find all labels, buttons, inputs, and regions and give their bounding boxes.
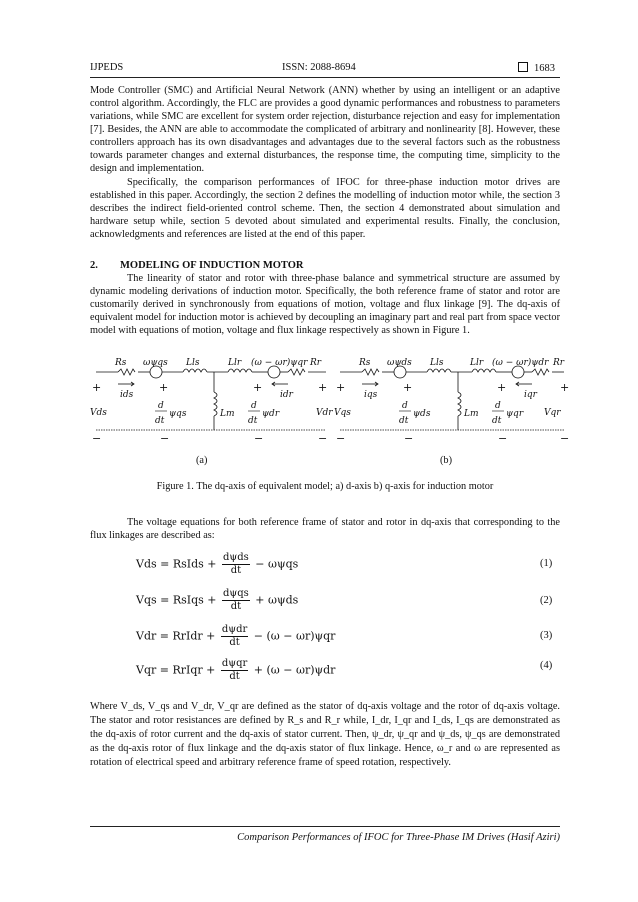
label-ids: ids <box>120 390 134 400</box>
label-dpsi-qr: ψqr <box>506 409 524 419</box>
equation-4-rhs: + (ω − ωr)ψdr <box>253 663 336 677</box>
stator-resistor-q <box>362 369 379 375</box>
equation-3-lhs: Vdr = RrIdr + <box>136 629 216 643</box>
equation-3-rhs: − (ω − ωr)ψqr <box>253 629 336 643</box>
plus-vds: + <box>92 381 102 394</box>
section-paragraph-1: The linearity of stator and rotor with three-phase balance and symmetrical structure are assumed by dynamic modeling derivations of induction motor. Specifically, the both reference frame of stator and rotor are customarily derived in synchronously from equations of motion, voltage and flux linkage [9]. The dq-axis of equivalent model for induction motor is achieved by decoupling an imaginary part and real part from space vector model with equations of motion, voltage and flux linkage respectively as shown in Figure 1. <box>90 273 560 337</box>
checkbox-icon <box>518 62 528 72</box>
minus-ds-mid: − <box>160 432 170 445</box>
equation-2-number: (2) <box>540 595 553 606</box>
equation-3-numerator: dψdr <box>221 624 248 635</box>
plus-qs-mid: + <box>403 381 413 394</box>
equation-2 <box>136 588 298 613</box>
label-rr-q: Rr <box>553 358 565 368</box>
label-iqr: iqr <box>524 390 537 400</box>
label-d-ds-den: dt <box>155 416 165 426</box>
equation-2-lhs: Vqs = RsIqs + <box>136 593 217 607</box>
label-llr-d: Llr <box>228 358 242 368</box>
figure-label-b: (b) <box>440 455 453 466</box>
label-vdr: Vdr <box>316 408 333 418</box>
label-vqs: Vqs <box>334 408 351 418</box>
label-wpsi-ds: ωψds <box>387 358 412 368</box>
equation-1-number: (1) <box>540 558 553 569</box>
section-paragraph-2: The voltage equations for both reference frame of stator and rotor in dq-axis that corresponding to the flux linkages are described as: <box>90 517 560 542</box>
equation-3 <box>136 624 335 649</box>
equation-1-fraction <box>222 552 250 577</box>
intro-paragraph-1: Mode Controller (SMC) and Artificial Neural Network (ANN) whether by using an intelligent or an adaptive control algorithm. Accordingly, the FLC are provides a good dynamic performances and robustness to parameters variations, while SMC are excellent for system order rejection, disturbance rejection and easy for implementation [7]. Besides, the ANN are able to accommodate the complicated of arbitrary and nonlinearity [8]. However, these controllers approach has its own disadvantages and advantages due to the several factors such as the robustness towards parameter changes and external disturbances, the response time, the computing time, simplicity to the design and implementation. <box>90 85 560 175</box>
equation-4-fraction <box>221 658 248 683</box>
label-d-qr-den: dt <box>492 416 502 426</box>
label-d-dr-den: dt <box>248 416 258 426</box>
header-rule <box>90 77 560 78</box>
label-dependent-q: (ω − ωr)ψdr <box>492 358 549 368</box>
equation-4-number: (4) <box>540 660 553 671</box>
figure-label-a: (a) <box>196 455 208 466</box>
page-number-value: 1683 <box>534 63 555 74</box>
plus-vqr: + <box>560 381 570 394</box>
plus-qr-mid: + <box>497 381 507 394</box>
equation-1-rhs: − ωψqs <box>255 557 299 571</box>
label-dpsi-ds: ψds <box>413 409 431 419</box>
label-dpsi-dr: ψdr <box>262 409 280 419</box>
equation-3-denominator: dt <box>229 637 240 648</box>
label-rs-d: Rs <box>115 358 127 368</box>
equation-2-fraction <box>222 588 250 613</box>
section-title <box>90 260 303 271</box>
minus-vqr: − <box>560 432 570 445</box>
label-dependent-d: (ω − ωr)ψqr <box>251 358 308 368</box>
equivalent-circuit-figure <box>88 352 570 456</box>
label-d-ds-num: d <box>158 401 164 411</box>
section-title-text: MODELING OF INDUCTION MOTOR <box>120 260 304 271</box>
label-rs-q: Rs <box>359 358 371 368</box>
label-d-qs-den: dt <box>399 416 409 426</box>
rotor-resistor-d <box>288 369 305 375</box>
stator-leakage-inductor-d <box>183 369 207 372</box>
equation-2-numerator: dψqs <box>223 588 249 599</box>
plus-vqs: + <box>336 381 346 394</box>
magnetizing-inductor-d <box>214 392 217 416</box>
label-d-qs-num: d <box>402 401 408 411</box>
equation-4-lhs: Vqr = RrIqr + <box>136 663 216 677</box>
minus-qs-mid: − <box>404 432 414 445</box>
label-lls-d: Lls <box>186 358 200 368</box>
equation-1-lhs: Vds = RsIds + <box>136 557 217 571</box>
rotor-resistor-q <box>532 369 549 375</box>
plus-vdr: + <box>318 381 328 394</box>
label-dpsi-qs: ψqs <box>169 409 187 419</box>
intro-paragraph-2: Specifically, the comparison performances of IFOC for three-phase induction motor drives are established in this paper. Accordingly, the section 2 defines the modelling of induction motor while, the section 3 describes the indirect field-oriented control scheme. Then, the section 4 demonstrated about simulation and hardware setup while, section 5 devoted about simulated and experimental results. Finally, the conclusion, acknowledgments and references are listed at the end of this paper. <box>90 177 560 241</box>
equation-4 <box>136 658 335 683</box>
magnetizing-inductor-q <box>458 392 461 416</box>
equation-1 <box>136 552 298 577</box>
label-llr-q: Llr <box>470 358 484 368</box>
minus-qr-mid: − <box>498 432 508 445</box>
equation-1-denominator: dt <box>230 565 242 576</box>
equation-1-numerator: dψds <box>223 552 249 563</box>
journal-name: IJPEDS <box>90 62 124 73</box>
equation-4-denominator: dt <box>229 671 240 682</box>
figure-caption: Figure 1. The dq-axis of equivalent model; a) d-axis b) q-axis for induction motor <box>156 481 494 492</box>
stator-resistor-d <box>118 369 135 375</box>
label-idr: idr <box>280 390 293 400</box>
label-rr-d: Rr <box>310 358 322 368</box>
equation-3-number: (3) <box>540 630 553 641</box>
equation-2-rhs: + ωψds <box>255 593 299 607</box>
plus-ds-mid: + <box>159 381 169 394</box>
label-lm-q: Lm <box>464 409 479 419</box>
footer-text: Comparison Performances of IFOC for Three-Phase IM Drives (Hasif Aziri) <box>237 832 560 843</box>
rotor-leakage-inductor-q <box>472 369 496 372</box>
minus-vqs: − <box>336 432 346 445</box>
label-vqr: Vqr <box>544 408 561 418</box>
equation-3-fraction <box>221 624 248 649</box>
stator-leakage-inductor-q <box>427 369 451 372</box>
footer-rule <box>90 826 560 827</box>
minus-vds: − <box>92 432 102 445</box>
label-d-dr-num: d <box>251 401 257 411</box>
label-wpsi-qs: ωψqs <box>143 358 168 368</box>
label-d-qr-num: d <box>495 401 501 411</box>
section-number: 2. <box>90 260 98 271</box>
section-paragraph-3: Where V_ds, V_qs and V_dr, V_qr are defined as the stator of dq-axis voltage and the rotor of dq-axis voltage. The stator and rotor resistances are defined by R_s and R_r while, I_dr, I_qr and I_ds, I_qs are demonstrated as the dq-axis of rotor current and the dq-axis of stator current. Then, ψ_dr, ψ_qr and ψ_ds, ψ_qs are demonstrated as the dq-axis rotor of flux linkage and the dq-axis stator of flux linkage. Hence, ω_r and ω are represented as rotation of electrical speed and arbitrary reference frame of speed rotation, respectively. <box>90 701 560 768</box>
label-lm-d: Lm <box>220 409 235 419</box>
minus-dr-mid: − <box>254 432 264 445</box>
plus-dr-mid: + <box>253 381 263 394</box>
equation-4-numerator: dψqr <box>221 658 248 669</box>
label-vds: Vds <box>90 408 107 418</box>
issn: ISSN: 2088-8694 <box>282 62 356 73</box>
label-lls-q: Lls <box>430 358 444 368</box>
label-iqs: iqs <box>364 390 378 400</box>
equation-2-denominator: dt <box>230 601 242 612</box>
minus-vdr: − <box>318 432 328 445</box>
page-number <box>518 62 555 74</box>
rotor-leakage-inductor-d <box>228 369 252 372</box>
